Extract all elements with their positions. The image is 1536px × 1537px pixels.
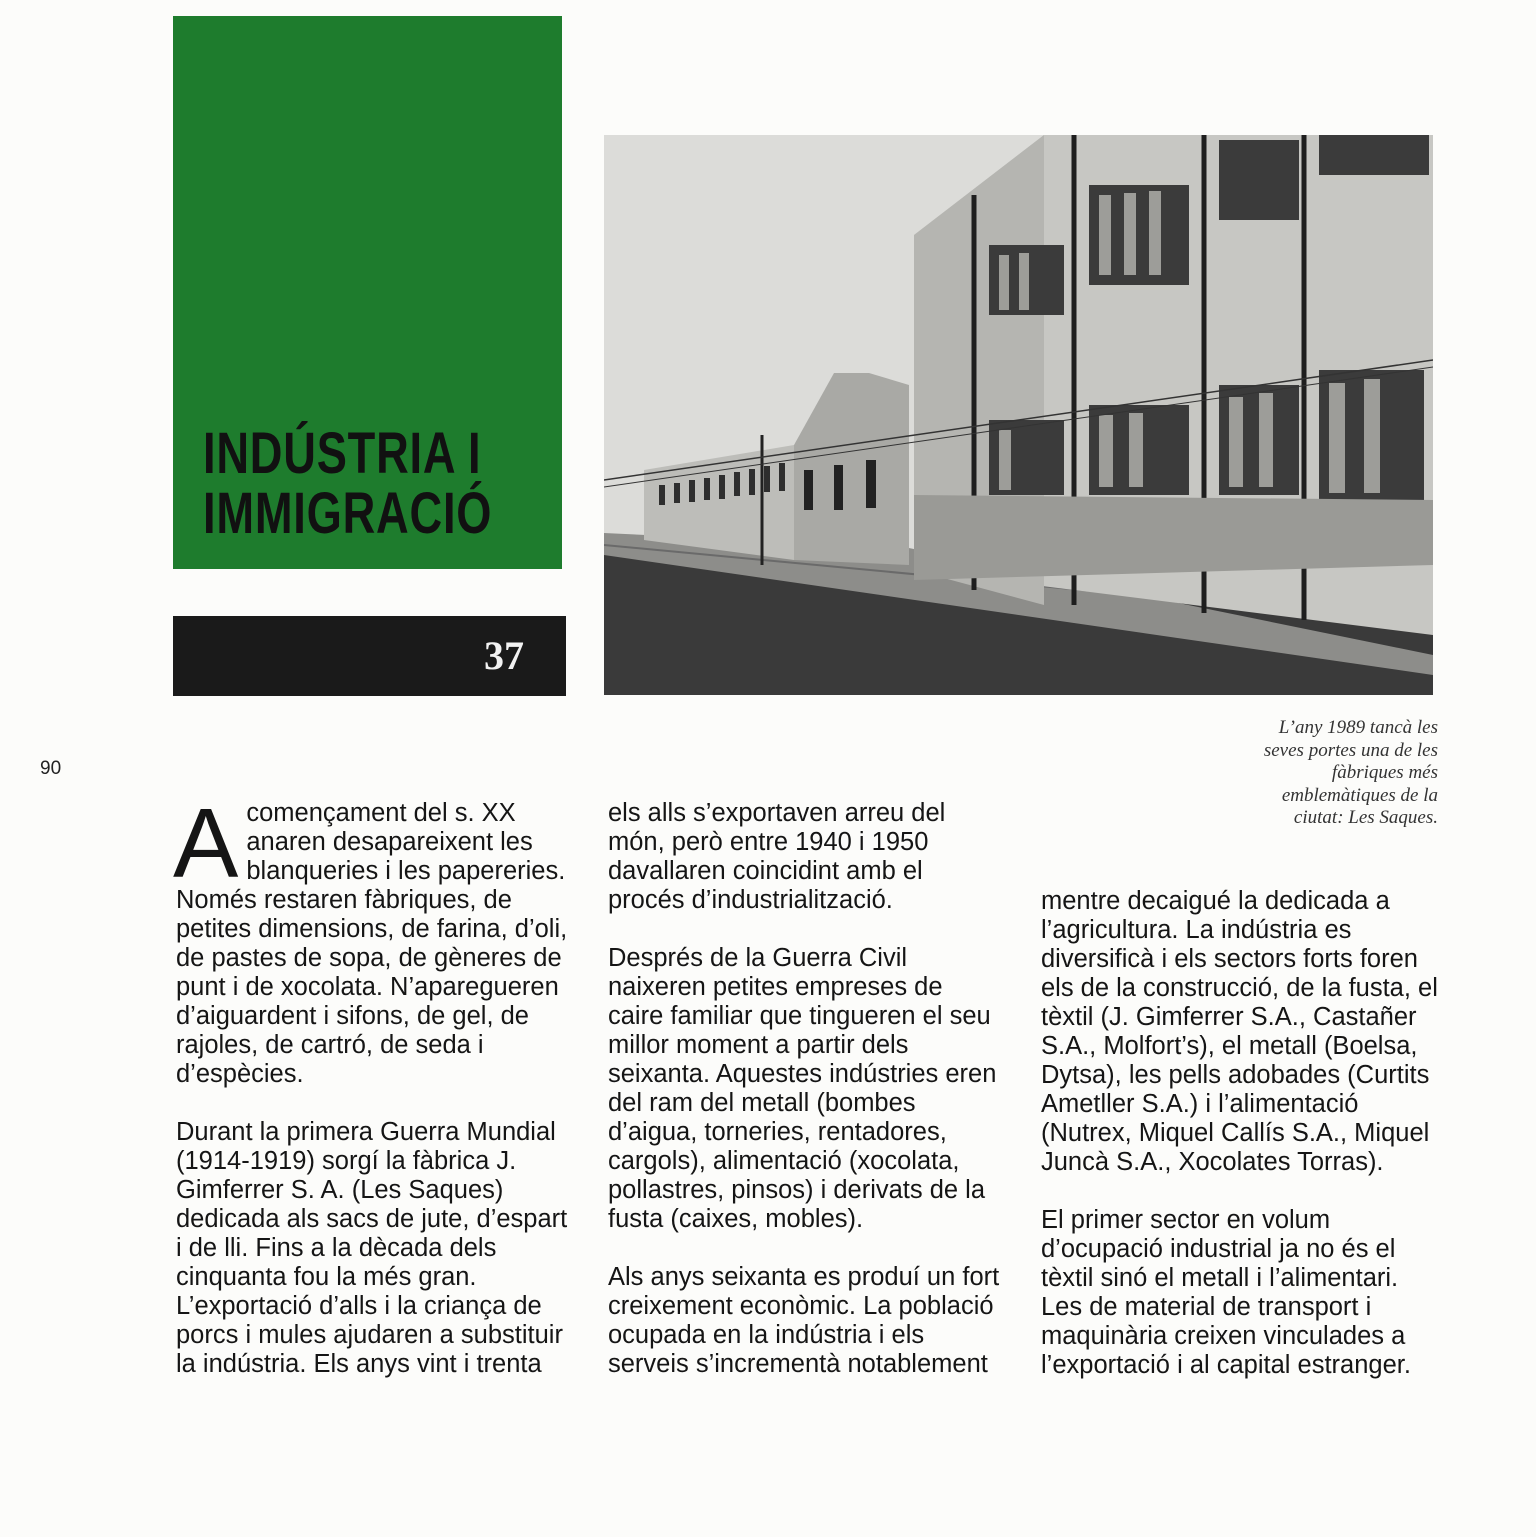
chapter-title-line2: IMMIGRACIÓ bbox=[203, 481, 493, 546]
chapter-title bbox=[203, 421, 493, 546]
photo-caption-line: seves portes una de les bbox=[1263, 739, 1438, 761]
paragraph bbox=[173, 788, 571, 1089]
photo-caption-line: emblemàtiques de la bbox=[1281, 784, 1438, 806]
photo-caption-line: L’any 1989 tancà les bbox=[1278, 717, 1438, 738]
paragraph: els alls s’exportaven arreu del món, però entre 1940 i 1950 davallaren coincidint amb el procés d’industrialització. bbox=[608, 799, 946, 914]
photo-caption bbox=[1198, 717, 1438, 830]
page-number: 90 bbox=[40, 758, 62, 779]
paragraph: Després de la Guerra Civil naixeren petites empreses de caire familiar que tingueren el seu millor moment a partir dels seixanta. Aquestes indústries eren del ram del metall (bombes d’aigua, torneries, rentadores, cargols), alimentació (xocolata, pollastres, pinsos) i derivats de la fusta (caixes, mobles). bbox=[608, 944, 997, 1233]
paragraph: El primer sector en volum d’ocupació industrial ja no és el tèxtil sinó el metall i l’alimentari. Les de material de transport i maquinària creixen vinculades a l’exportació i al capital estranger. bbox=[1041, 1206, 1411, 1379]
chapter-number-bar bbox=[173, 616, 566, 696]
factory-photo bbox=[604, 135, 1433, 695]
paragraph-text: començament del s. XX anaren desapareixent les blanqueries i les papereries. Només restaren fàbriques, de petites dimensions, de farina, d’oli, de pastes de sopa, de gèneres de punt i de xocolata. N’aparegueren d’aiguardent i sifons, de gel, de rajoles, de cartró, de seda i d’espècies. bbox=[176, 799, 568, 1088]
factory-photo-illustration bbox=[604, 135, 1433, 695]
paragraph: Als anys seixanta es produí un fort creixement econòmic. La població ocupada en la indústria i els serveis s’incrementà notablement bbox=[608, 1263, 1000, 1378]
paragraph: Durant la primera Guerra Mundial (1914-1919) sorgí la fàbrica J. Gimferrer S. A. (Les Saques) dedicada als sacs de jute, d’espart i de lli. Fins a la dècada dels cinquanta fou la més gran. L’exportació d’alls i la criança de porcs i mules ajudaren a substituir la indústria. Els anys vint i trenta bbox=[176, 1118, 568, 1378]
photo-caption-line: ciutat: Les Saques. bbox=[1293, 807, 1438, 828]
chapter-title-block bbox=[173, 16, 562, 569]
chapter-number: 37 bbox=[484, 633, 524, 678]
photo-caption-line: fàbriques més bbox=[1331, 762, 1438, 783]
body-column-2 bbox=[608, 799, 1003, 1408]
drop-cap: A bbox=[173, 788, 239, 898]
chapter-title-line1: INDÚSTRIA I bbox=[203, 421, 482, 486]
body-column-3 bbox=[1041, 887, 1441, 1409]
body-column-1 bbox=[173, 788, 571, 1408]
paragraph: mentre decaigué la dedicada a l’agricultura. La indústria es diversificà i els sectors forts foren els de la construcció, de la fusta, el tèxtil (J. Gimferrer S.A., Castañer S.A., Molfort’s), el metall (Boelsa, Dytsa), les pells adobades (Curtits Ametller S.A.) i l’alimentació (Nutrex, Miquel Callís S.A., Miquel Juncà S.A., Xocolates Torras). bbox=[1041, 887, 1438, 1176]
